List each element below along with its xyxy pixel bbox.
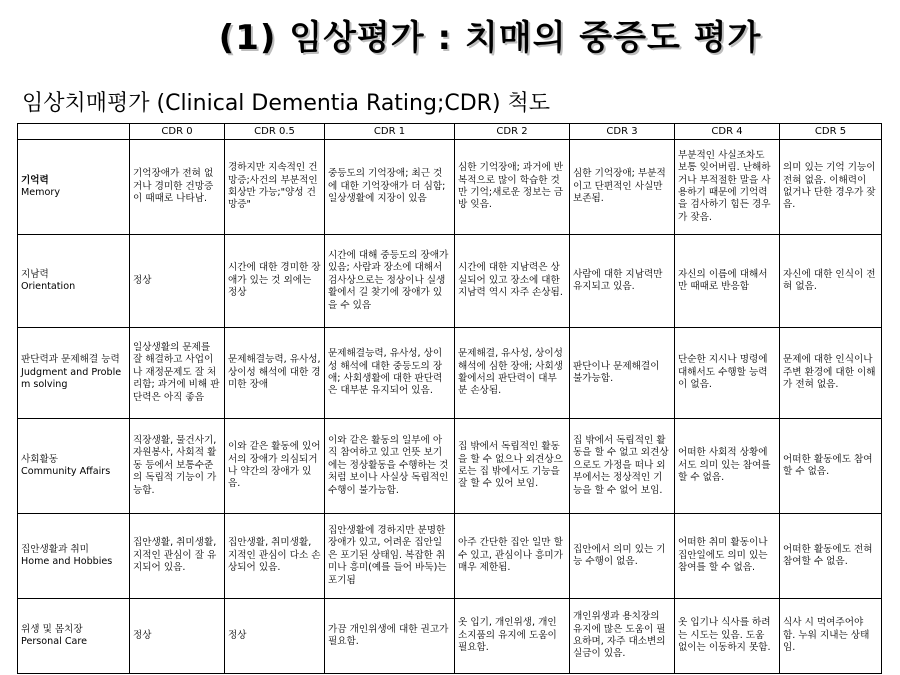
slide-title: (1) 임상평가 : 치매의 중증도 평가 <box>218 18 762 58</box>
cdr-table <box>17 123 882 674</box>
table-cell: 옷 입기, 개인위생, 개인 소지품의 유지에 도움이 필요함. <box>455 599 570 674</box>
row-header <box>18 235 130 328</box>
table-cell: 개인위생과 용치장의 유지에 많은 도움이 필요하며, 자주 대소변의 실금이 있음. <box>570 599 675 674</box>
row-header-english: Community Affairs <box>21 466 111 477</box>
table-header-row <box>18 124 882 140</box>
table-cell: 집안에서 의미 있는 기능 수행이 없음. <box>570 514 675 599</box>
table-cell: 자신의 이름에 대해서만 때때로 반응함 <box>675 235 780 328</box>
table-cell: 기억장애가 전혀 없거나 경미한 건망증이 때때로 나타남. <box>130 140 225 235</box>
table-row <box>18 140 882 235</box>
header-cell: CDR 4 <box>675 124 780 140</box>
table-cell: 어떠한 활동에도 참여할 수 없음. <box>780 419 882 514</box>
header-cell: CDR 0.5 <box>225 124 325 140</box>
table-cell: 심한 기억장애; 부분적이고 단편적인 사실만 보존됨. <box>570 140 675 235</box>
table-cell: 시간에 대한 경미한 장애가 있는 것 외에는 정상 <box>225 235 325 328</box>
header-cell: CDR 3 <box>570 124 675 140</box>
header-cell: CDR 5 <box>780 124 882 140</box>
row-header <box>18 599 130 674</box>
table-cell: 부분적인 사실조차도 보통 잊어버림. 난해하거나 부적절한 말을 사용하기 때문에 기억력을 검사하기 힘든 경우가 잦음. <box>675 140 780 235</box>
table-cell: 문제해결, 유사성, 상이성 해석에 심한 장애; 사회생활에서의 판단력이 대부분 손상됨. <box>455 328 570 419</box>
table-row <box>18 419 882 514</box>
table-cell: 일상생활의 문제를 잘 해결하고 사업이나 재정문제도 잘 처리함; 과거에 비해 판단력은 아직 좋음 <box>130 328 225 419</box>
table-cell: 단순한 지시나 명령에 대해서도 수행할 능력이 없음. <box>675 328 780 419</box>
table-cell: 옷 입기나 식사를 하려는 시도는 있음. 도움 없이는 이동하지 못함. <box>675 599 780 674</box>
table-cell: 정상 <box>130 235 225 328</box>
table-cell: 어떠한 사회적 상황에서도 의미 있는 참여를 할 수 없음. <box>675 419 780 514</box>
row-header-english: Home and Hobbies <box>21 556 113 567</box>
table-cell: 문제해결능력, 유사성, 상이성 해석에 대한 중등도의 장애; 사회생활에 대한 판단력은 대부분 유지되어 있음. <box>325 328 455 419</box>
row-header <box>18 328 130 419</box>
table-cell: 직장생활, 물건사기, 자원봉사, 사회적 활동 등에서 보통수준의 독립적 기능이 가능함. <box>130 419 225 514</box>
table-cell: 중등도의 기억장애; 최근 것에 대한 기억장애가 더 심함; 일상생활에 지장이 있음 <box>325 140 455 235</box>
table-cell: 자신에 대한 인식이 전혀 없음. <box>780 235 882 328</box>
header-cell: CDR 1 <box>325 124 455 140</box>
row-header-english: Orientation <box>21 281 76 292</box>
row-header-korean: 집안생활과 취미 <box>21 543 89 555</box>
table-cell: 집안생활, 취미생활, 지적인 관심이 잘 유지되어 있음. <box>130 514 225 599</box>
table-cell: 문제에 대한 인식이나 주변 환경에 대한 이해가 전혀 없음. <box>780 328 882 419</box>
row-header <box>18 140 130 235</box>
table-cell: 가끔 개인위생에 대한 권고가 필요함. <box>325 599 455 674</box>
table-cell: 사람에 대한 지남력만 유지되고 있음. <box>570 235 675 328</box>
row-header-korean: 지남력 <box>21 268 49 280</box>
row-header <box>18 514 130 599</box>
table-cell: 문제해결능력, 유사성, 상이성 해석에 대한 경미한 장애 <box>225 328 325 419</box>
row-header-english: Memory <box>21 187 61 198</box>
table-cell: 시간에 대한 지남력은 상실되어 있고 장소에 대한 지남력 역시 자주 손상됨. <box>455 235 570 328</box>
table-cell: 이와 같은 활동의 일부에 아직 참여하고 있고 언뜻 보기에는 정상활동을 수행하는 것처럼 보이나 사실상 독립적인 수행이 불가능함. <box>325 419 455 514</box>
row-header-korean: 위생 및 몸치장 <box>21 623 83 635</box>
table-cell: 식사 시 먹여주어야 함. 누워 지내는 상태임. <box>780 599 882 674</box>
header-cell: CDR 0 <box>130 124 225 140</box>
table-cell: 아주 간단한 집안 일만 할 수 있고, 관심이나 흥미가 매우 제한됨. <box>455 514 570 599</box>
table-row <box>18 599 882 674</box>
table-cell: 정상 <box>130 599 225 674</box>
table-cell: 이와 같은 활동에 있어서의 장애가 의심되거나 약간의 장애가 있음. <box>225 419 325 514</box>
slide-subtitle: 임상치매평가 (Clinical Dementia Rating;CDR) 척도 <box>22 91 551 116</box>
table-cell: 판단이나 문제해결이 불가능함. <box>570 328 675 419</box>
table-cell: 시간에 대해 중등도의 장애가 있음; 사람과 장소에 대해서 검사상으로는 정상이나 실생활에서 길 찾기에 장애가 있을 수 있음 <box>325 235 455 328</box>
table-cell: 집안생활에 경하지만 분명한 장애가 있고, 어려운 집안일은 포기된 상태임. 복잡한 취미나 흥미(예를 들어 바둑)는 포기됨 <box>325 514 455 599</box>
row-header <box>18 419 130 514</box>
table-row <box>18 235 882 328</box>
table-cell: 어떠한 활동에도 전혀 참여할 수 없음. <box>780 514 882 599</box>
row-header-korean: 사회활동 <box>21 453 59 465</box>
row-header-korean: 기억력 <box>21 174 49 186</box>
table-cell: 집 밖에서 독립적인 활동을 할 수 없고 외견상으로도 가정을 떠나 외부에서는 정상적인 기능을 할 수 없어 보임. <box>570 419 675 514</box>
table-cell: 심한 기억장애; 과거에 반복적으로 많이 학습한 것만 기억;새로운 정보는 금방 잊음. <box>455 140 570 235</box>
row-header-english: Personal Care <box>21 636 88 647</box>
table-cell: 어떠한 취미 활동이나 집안일에도 의미 있는 참여를 할 수 없음. <box>675 514 780 599</box>
table-cell: 집안생활, 취미생활, 지적인 관심이 다소 손상되어 있음. <box>225 514 325 599</box>
table-cell: 집 밖에서 독립적인 활동을 할 수 없으나 외견상으로는 집 밖에서도 기능을 잘 할 수 있어 보임. <box>455 419 570 514</box>
header-cell: CDR 2 <box>455 124 570 140</box>
table-row <box>18 328 882 419</box>
header-cell <box>18 124 130 140</box>
table-cell: 의미 있는 기억 기능이 전혀 없음. 이해력이 없거나 단한 경우가 잦음. <box>780 140 882 235</box>
row-header-english: Judgment and Problem solving <box>21 366 122 391</box>
table-row <box>18 514 882 599</box>
row-header-korean: 판단력과 문제해결 능력 <box>21 354 120 366</box>
table-cell: 경하지만 지속적인 건망증;사건의 부분적인 회상만 가능;"양성 건망증" <box>225 140 325 235</box>
table-cell: 정상 <box>225 599 325 674</box>
